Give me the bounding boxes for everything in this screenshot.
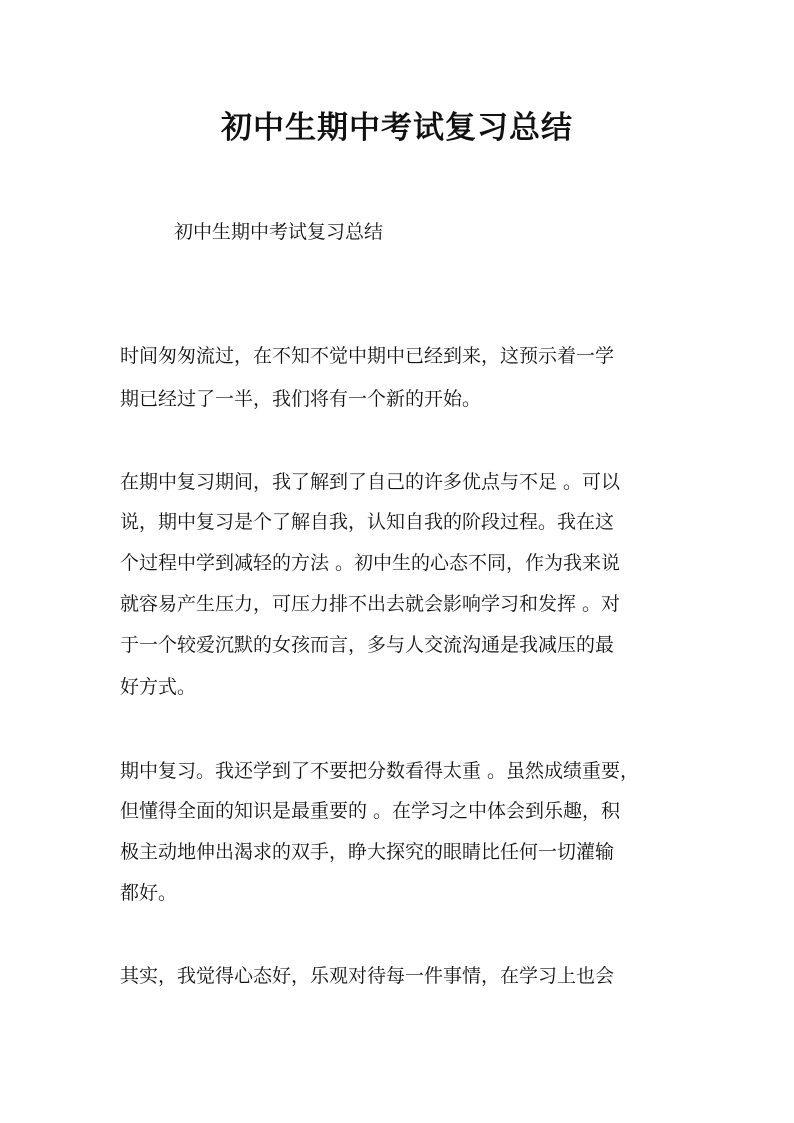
document-subtitle: 初中生期中考试复习总结 xyxy=(174,221,384,243)
paragraph-2-line-5: 于一个较爱沉默的女孩而言，多与人交流沟通是我减压的最 xyxy=(120,634,615,656)
paragraph-3-line-4: 都好。 xyxy=(120,882,178,904)
paragraph-2-line-3: 个过程中学到减轻的方法 。初中生的心态不同，作为我来说 xyxy=(120,552,621,574)
paragraph-3-line-3: 极主动地伸出渴求的双手，睁大探究的眼睛比任何一切灌输 xyxy=(120,841,615,863)
paragraph-2-line-6: 好方式。 xyxy=(120,676,197,698)
paragraph-3-line-2: 但懂得全面的知识是最重要的 。在学习之中体会到乐趣，积 xyxy=(120,800,621,822)
document-title: 初中生期中考试复习总结 xyxy=(221,110,573,146)
paragraph-2-line-4: 就容易产生压力，可压力排不出去就会影响学习和发挥 。对 xyxy=(120,593,621,615)
paragraph-3-line-1: 期中复习。我还学到了不要把分数看得太重 。虽然成绩重要， xyxy=(120,760,640,782)
paragraph-1-line-2: 期已经过了一半，我们将有一个新的开始。 xyxy=(120,388,482,410)
paragraph-2-line-1: 在期中复习期间，我了解到了自己的许多优点与不足 。可以 xyxy=(120,471,621,493)
paragraph-4-line-1: 其实，我觉得心态好，乐观对待每一件事情，在学习上也会 xyxy=(120,965,615,987)
paragraph-2-line-2: 说，期中复习是个了解自我，认知自我的阶段过程。我在这 xyxy=(120,511,615,533)
paragraph-1-line-1: 时间匆匆流过，在不知不觉中期中已经到来，这预示着一学 xyxy=(120,345,615,367)
